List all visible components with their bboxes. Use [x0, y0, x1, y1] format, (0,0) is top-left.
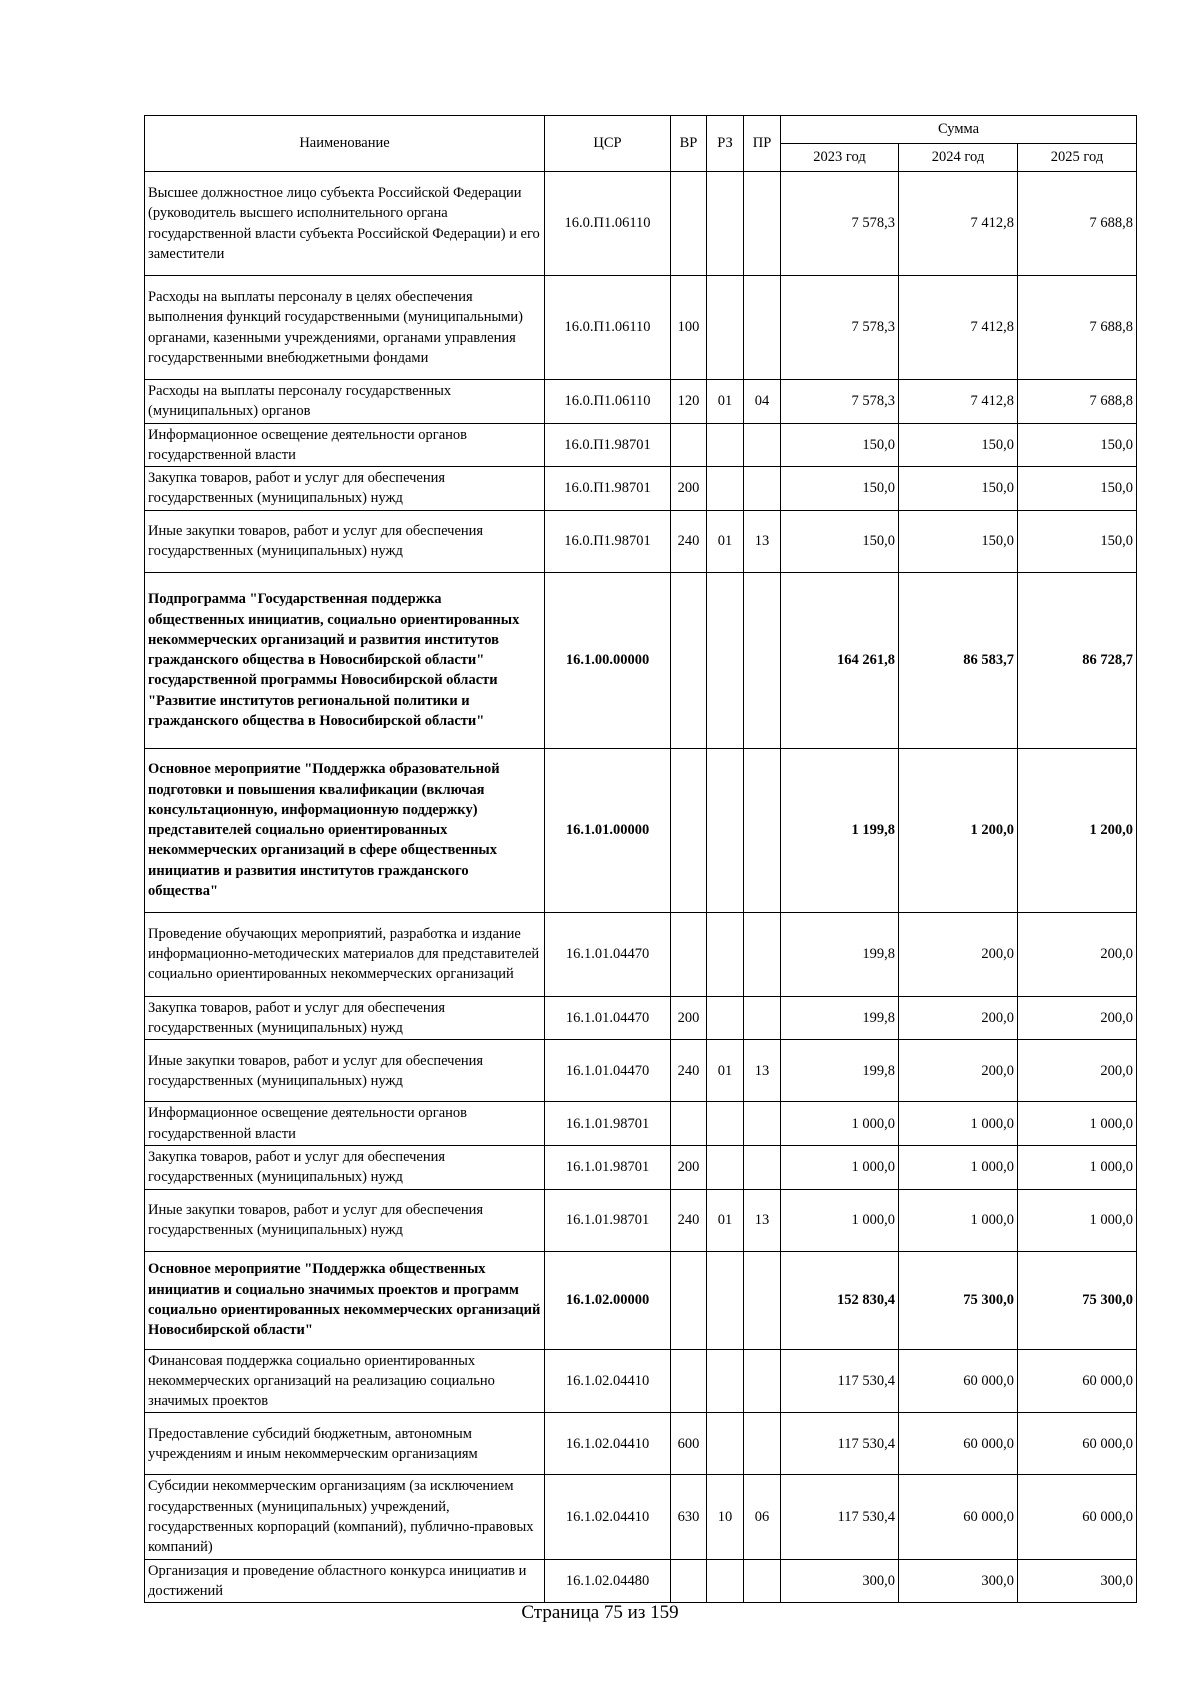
cell-2025: 200,0: [1018, 1040, 1137, 1102]
cell-2025: 150,0: [1018, 467, 1137, 511]
cell-2025: 60 000,0: [1018, 1475, 1137, 1559]
cell-2024: 75 300,0: [899, 1251, 1018, 1349]
cell-pr: 06: [744, 1475, 781, 1559]
cell-csr: 16.1.02.04480: [545, 1559, 671, 1603]
cell-pr: [744, 996, 781, 1040]
cell-2025: 86 728,7: [1018, 572, 1137, 748]
cell-pr: [744, 1251, 781, 1349]
table-row: [145, 1413, 1137, 1475]
cell-pr: 13: [744, 510, 781, 572]
cell-rz: [707, 423, 744, 467]
cell-rz: [707, 1145, 744, 1189]
table-row: [145, 1559, 1137, 1603]
header-csr: ЦСР: [545, 116, 671, 172]
cell-2024: 300,0: [899, 1559, 1018, 1603]
cell-vr: 200: [671, 1145, 707, 1189]
cell-pr: [744, 1145, 781, 1189]
cell-vr: 600: [671, 1413, 707, 1475]
cell-2023: 150,0: [781, 510, 899, 572]
cell-2024: 7 412,8: [899, 276, 1018, 380]
cell-rz: 01: [707, 1040, 744, 1102]
cell-2024: 1 000,0: [899, 1145, 1018, 1189]
cell-rz: [707, 912, 744, 996]
cell-pr: 13: [744, 1189, 781, 1251]
cell-csr: 16.1.02.04410: [545, 1475, 671, 1559]
header-2025: 2025 год: [1018, 144, 1137, 172]
cell-vr: [671, 1559, 707, 1603]
cell-2023: 1 000,0: [781, 1102, 899, 1146]
cell-name: Расходы на выплаты персоналу государственных (муниципальных) органов: [145, 380, 545, 424]
cell-2024: 200,0: [899, 912, 1018, 996]
cell-pr: [744, 467, 781, 511]
cell-pr: [744, 748, 781, 912]
cell-2024: 1 000,0: [899, 1189, 1018, 1251]
cell-2023: 150,0: [781, 467, 899, 511]
header-sum: Сумма: [781, 116, 1137, 144]
header-name: Наименование: [145, 116, 545, 172]
cell-2025: 75 300,0: [1018, 1251, 1137, 1349]
cell-pr: [744, 276, 781, 380]
cell-name: Субсидии некоммерческим организациям (за исключением государственных (муниципальных) учреждений, государственных корпораций (компаний), публично-правовых компаний): [145, 1475, 545, 1559]
cell-name: Предоставление субсидий бюджетным, автономным учреждениям и иным некоммерческим организациям: [145, 1413, 545, 1475]
cell-2024: 7 412,8: [899, 380, 1018, 424]
cell-vr: 100: [671, 276, 707, 380]
cell-2023: 199,8: [781, 1040, 899, 1102]
cell-2025: 200,0: [1018, 912, 1137, 996]
table-row: [145, 172, 1137, 276]
cell-2023: 1 000,0: [781, 1145, 899, 1189]
table-row: [145, 1145, 1137, 1189]
header-row: [145, 116, 1137, 144]
cell-name: Закупка товаров, работ и услуг для обеспечения государственных (муниципальных) нужд: [145, 467, 545, 511]
table-row: [145, 510, 1137, 572]
cell-pr: [744, 1349, 781, 1413]
table-row: [145, 467, 1137, 511]
cell-csr: 16.1.01.04470: [545, 996, 671, 1040]
cell-name: Высшее должностное лицо субъекта Российской Федерации (руководитель высшего исполнительного органа государственной власти субъекта Российской Федерации) и его заместители: [145, 172, 545, 276]
cell-2023: 1 000,0: [781, 1189, 899, 1251]
cell-2025: 300,0: [1018, 1559, 1137, 1603]
cell-2025: 1 000,0: [1018, 1145, 1137, 1189]
cell-2025: 1 000,0: [1018, 1189, 1137, 1251]
cell-rz: 01: [707, 510, 744, 572]
cell-name: Подпрограмма "Государственная поддержка общественных инициатив, социально ориентированных некоммерческих организаций и развития институтов гражданского общества в Новосибирской области" государственной программы Новосибирской области "Развитие институтов региональной политики и гражданского общества в Новосибирской области": [145, 572, 545, 748]
cell-rz: [707, 172, 744, 276]
cell-2024: 60 000,0: [899, 1349, 1018, 1413]
header-pr: ПР: [744, 116, 781, 172]
cell-name: Иные закупки товаров, работ и услуг для обеспечения государственных (муниципальных) нужд: [145, 510, 545, 572]
table-body: [145, 172, 1137, 1603]
cell-pr: [744, 423, 781, 467]
cell-vr: [671, 912, 707, 996]
cell-2025: 200,0: [1018, 996, 1137, 1040]
cell-rz: [707, 1349, 744, 1413]
cell-vr: [671, 1349, 707, 1413]
table-row: [145, 1040, 1137, 1102]
cell-rz: 01: [707, 1189, 744, 1251]
cell-2024: 60 000,0: [899, 1413, 1018, 1475]
cell-2025: 60 000,0: [1018, 1413, 1137, 1475]
cell-2025: 1 200,0: [1018, 748, 1137, 912]
cell-2024: 200,0: [899, 1040, 1018, 1102]
cell-name: Закупка товаров, работ и услуг для обеспечения государственных (муниципальных) нужд: [145, 996, 545, 1040]
cell-2024: 7 412,8: [899, 172, 1018, 276]
cell-vr: 200: [671, 467, 707, 511]
cell-2023: 199,8: [781, 912, 899, 996]
cell-pr: [744, 1102, 781, 1146]
cell-name: Закупка товаров, работ и услуг для обеспечения государственных (муниципальных) нужд: [145, 1145, 545, 1189]
cell-name: Организация и проведение областного конкурса инициатив и достижений: [145, 1559, 545, 1603]
table-row: [145, 1349, 1137, 1413]
cell-rz: [707, 1559, 744, 1603]
cell-2023: 117 530,4: [781, 1475, 899, 1559]
cell-pr: 04: [744, 380, 781, 424]
cell-2023: 164 261,8: [781, 572, 899, 748]
header-vr: ВР: [671, 116, 707, 172]
cell-name: Информационное освещение деятельности органов государственной власти: [145, 423, 545, 467]
cell-csr: 16.1.01.04470: [545, 912, 671, 996]
cell-2025: 60 000,0: [1018, 1349, 1137, 1413]
cell-csr: 16.1.01.98701: [545, 1145, 671, 1189]
table-row: [145, 572, 1137, 748]
cell-pr: [744, 172, 781, 276]
cell-pr: [744, 912, 781, 996]
table-row: [145, 423, 1137, 467]
cell-2025: 7 688,8: [1018, 380, 1137, 424]
cell-2023: 117 530,4: [781, 1349, 899, 1413]
cell-name: Проведение обучающих мероприятий, разработка и издание информационно-методических материалов для представителей социально ориентированных некоммерческих организаций: [145, 912, 545, 996]
cell-2024: 1 000,0: [899, 1102, 1018, 1146]
cell-2025: 1 000,0: [1018, 1102, 1137, 1146]
cell-2024: 86 583,7: [899, 572, 1018, 748]
cell-csr: 16.1.02.04410: [545, 1349, 671, 1413]
cell-vr: [671, 748, 707, 912]
cell-rz: [707, 1102, 744, 1146]
cell-vr: 200: [671, 996, 707, 1040]
budget-table: [144, 115, 1137, 1603]
cell-vr: [671, 572, 707, 748]
cell-csr: 16.1.00.00000: [545, 572, 671, 748]
cell-vr: [671, 1251, 707, 1349]
cell-vr: 240: [671, 1189, 707, 1251]
cell-vr: 240: [671, 510, 707, 572]
table-row: [145, 1102, 1137, 1146]
cell-2024: 150,0: [899, 467, 1018, 511]
header-rz: РЗ: [707, 116, 744, 172]
cell-csr: 16.0.П1.06110: [545, 172, 671, 276]
cell-2023: 7 578,3: [781, 276, 899, 380]
cell-2023: 117 530,4: [781, 1413, 899, 1475]
cell-2023: 150,0: [781, 423, 899, 467]
cell-2023: 7 578,3: [781, 380, 899, 424]
cell-name: Иные закупки товаров, работ и услуг для обеспечения государственных (муниципальных) нужд: [145, 1189, 545, 1251]
cell-name: Основное мероприятие "Поддержка общественных инициатив и социально значимых проектов и программ социально ориентированных некоммерческих организаций Новосибирской области": [145, 1251, 545, 1349]
table-row: [145, 748, 1137, 912]
cell-2024: 1 200,0: [899, 748, 1018, 912]
table-row: [145, 380, 1137, 424]
cell-csr: 16.1.01.98701: [545, 1189, 671, 1251]
cell-2023: 7 578,3: [781, 172, 899, 276]
cell-rz: [707, 572, 744, 748]
cell-2024: 150,0: [899, 510, 1018, 572]
cell-name: Информационное освещение деятельности органов государственной власти: [145, 1102, 545, 1146]
cell-name: Расходы на выплаты персоналу в целях обеспечения выполнения функций государственными (муниципальными) органами, казенными учреждениями, органами управления государственными внебюджетными фондами: [145, 276, 545, 380]
cell-csr: 16.1.02.04410: [545, 1413, 671, 1475]
cell-2023: 300,0: [781, 1559, 899, 1603]
cell-csr: 16.1.01.00000: [545, 748, 671, 912]
cell-pr: [744, 1413, 781, 1475]
cell-rz: [707, 748, 744, 912]
table-row: [145, 276, 1137, 380]
cell-rz: 01: [707, 380, 744, 424]
cell-2024: 150,0: [899, 423, 1018, 467]
cell-csr: 16.1.01.04470: [545, 1040, 671, 1102]
cell-rz: [707, 1251, 744, 1349]
cell-name: Основное мероприятие "Поддержка образовательной подготовки и повышения квалификации (включая консультационную, информационную поддержку) представителей социально ориентированных некоммерческих организаций в сфере общественных инициатив и развития институтов гражданского общества": [145, 748, 545, 912]
cell-pr: 13: [744, 1040, 781, 1102]
cell-vr: [671, 423, 707, 467]
cell-pr: [744, 1559, 781, 1603]
table-row: [145, 996, 1137, 1040]
cell-rz: [707, 467, 744, 511]
table-row: [145, 1251, 1137, 1349]
cell-2023: 199,8: [781, 996, 899, 1040]
page-number: Страница 75 из 159: [521, 1602, 679, 1623]
table-row: [145, 1189, 1137, 1251]
cell-rz: [707, 996, 744, 1040]
cell-2025: 7 688,8: [1018, 276, 1137, 380]
cell-csr: 16.0.П1.98701: [545, 510, 671, 572]
cell-csr: 16.1.02.00000: [545, 1251, 671, 1349]
header-2024: 2024 год: [899, 144, 1018, 172]
cell-2023: 1 199,8: [781, 748, 899, 912]
cell-csr: 16.0.П1.06110: [545, 380, 671, 424]
cell-2023: 152 830,4: [781, 1251, 899, 1349]
cell-2025: 7 688,8: [1018, 172, 1137, 276]
table-row: [145, 912, 1137, 996]
cell-csr: 16.0.П1.98701: [545, 423, 671, 467]
cell-2025: 150,0: [1018, 423, 1137, 467]
cell-2025: 150,0: [1018, 510, 1137, 572]
cell-csr: 16.1.01.98701: [545, 1102, 671, 1146]
cell-rz: [707, 1413, 744, 1475]
cell-name: Финансовая поддержка социально ориентированных некоммерческих организаций на реализацию социально значимых проектов: [145, 1349, 545, 1413]
cell-rz: [707, 276, 744, 380]
cell-name: Иные закупки товаров, работ и услуг для обеспечения государственных (муниципальных) нужд: [145, 1040, 545, 1102]
cell-vr: 240: [671, 1040, 707, 1102]
cell-vr: 630: [671, 1475, 707, 1559]
cell-vr: [671, 172, 707, 276]
cell-2024: 200,0: [899, 996, 1018, 1040]
cell-pr: [744, 572, 781, 748]
cell-csr: 16.0.П1.98701: [545, 467, 671, 511]
cell-vr: 120: [671, 380, 707, 424]
header-2023: 2023 год: [781, 144, 899, 172]
cell-rz: 10: [707, 1475, 744, 1559]
cell-vr: [671, 1102, 707, 1146]
table-row: [145, 1475, 1137, 1559]
cell-csr: 16.0.П1.06110: [545, 276, 671, 380]
cell-2024: 60 000,0: [899, 1475, 1018, 1559]
